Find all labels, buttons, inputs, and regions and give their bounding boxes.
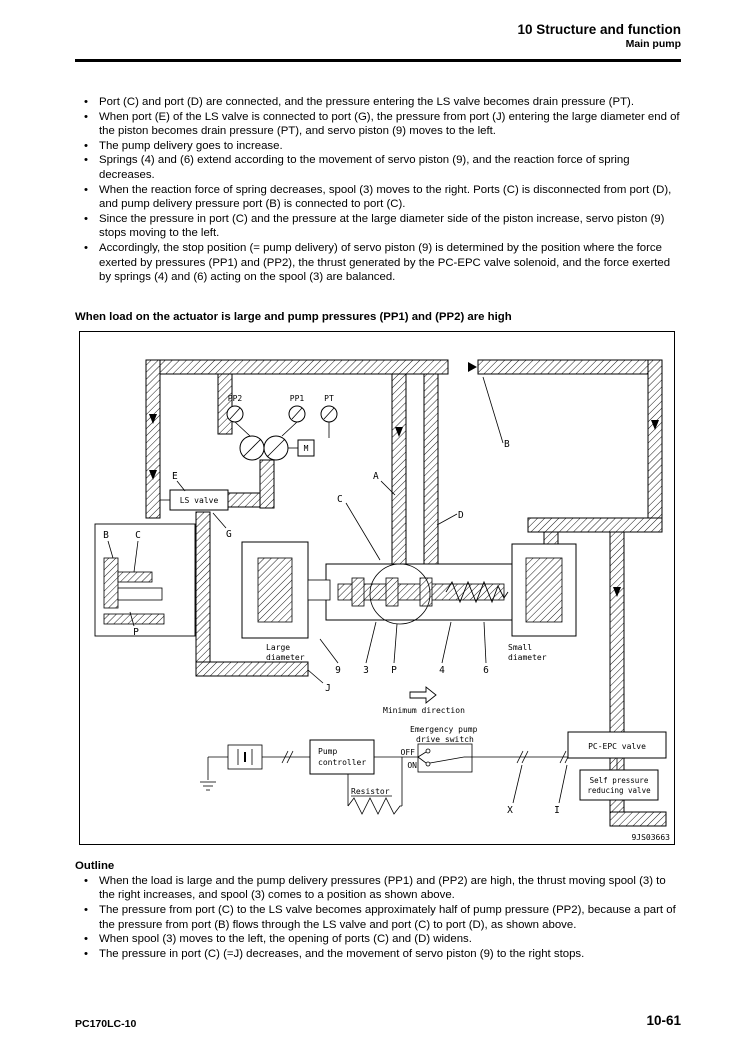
label-callout-4: 4	[439, 664, 445, 676]
bullet-item	[75, 903, 681, 932]
label-port-b: B	[504, 438, 510, 450]
inset-detail-box	[95, 524, 195, 636]
bullet-text: When spool (3) moves to the left, the opening of ports (C) and (D) widens.	[99, 933, 472, 946]
label-minimum-direction: Minimum direction	[383, 705, 465, 715]
bullet-text: Since the pressure in port (C) and the pressure at the large diameter side of the piston increase, servo piston (9) stops moving to the left.	[99, 212, 665, 240]
bullet-text: When the load is large and the pump delivery pressures (PP1) and (PP2) are high, the thrust moving spool (3) to the right increases, and spool (3) comes to a position as shown above.	[99, 874, 666, 902]
label-large-diameter-1: Large	[266, 642, 291, 652]
bullet-marker: •	[84, 241, 88, 254]
label-port-g: G	[226, 528, 232, 540]
bullet-marker: •	[84, 183, 88, 196]
bullet-marker: •	[84, 933, 88, 946]
label-emergency-switch-1: Emergency pump	[410, 724, 478, 734]
label-port-a: A	[373, 470, 379, 482]
emergency-switch-symbol	[418, 744, 472, 772]
label-inset-c: C	[135, 529, 141, 541]
figure-heading: When load on the actuator is large and pump pressures (PP1) and (PP2) are high	[75, 310, 512, 323]
servo-piston-assembly	[242, 542, 576, 638]
bullet-marker: •	[84, 212, 88, 225]
label-pump-controller-2: controller	[318, 757, 367, 767]
bullet-item	[75, 110, 681, 139]
figure-box	[79, 331, 675, 845]
bullet-marker: •	[84, 154, 88, 167]
bullet-item	[75, 139, 681, 154]
page-header	[517, 21, 681, 51]
bullet-text: Accordingly, the stop position (= pump delivery) of servo piston (9) is determined by the position where the force exerted by pressures (PP1) and (PP2), the thrust generated by the PC-EPC valve solenoid, and the force exerted by springs (4) and (6) acting on the spool (3) are balanced.	[99, 241, 671, 284]
label-pc-epc-valve: PC-EPC valve	[588, 741, 646, 751]
top-bullet-list	[75, 95, 681, 285]
battery-symbol	[228, 745, 262, 769]
bullet-text: Springs (4) and (6) extend according to the movement of servo piston (9), and the reaction force of spring decreases.	[99, 154, 630, 181]
label-pp1: PP1	[289, 393, 305, 403]
label-pt: PT	[324, 393, 334, 403]
bullet-item	[75, 947, 681, 962]
label-small-diameter-2: diameter	[508, 652, 547, 662]
label-emergency-switch-2: drive switch	[416, 734, 474, 744]
label-port-d: D	[458, 509, 464, 521]
footer-model: PC170LC-10	[75, 1018, 137, 1030]
self-pressure-valve-box	[580, 770, 658, 800]
bullet-text: When the reaction force of spring decreases, spool (3) moves to the right. Ports (C) is disconnected from port (D), and pump delivery pressure port (B) is connected to port (C).	[99, 183, 672, 211]
label-port-e: E	[172, 470, 178, 482]
direction-arrow-icon	[410, 687, 436, 703]
label-callout-6: 6	[483, 664, 489, 676]
page-content	[75, 95, 681, 961]
outline-heading: Outline	[75, 859, 115, 872]
bullet-marker: •	[84, 874, 88, 887]
gauge-needle-lines	[230, 408, 334, 438]
bullet-item	[75, 212, 681, 241]
header-rule	[75, 59, 681, 62]
bullet-item	[75, 932, 681, 947]
label-self-pressure-1: Self pressure	[589, 775, 649, 785]
pump-controller-box	[310, 740, 374, 774]
label-resistor: Resistor	[351, 786, 390, 796]
bullet-item	[75, 183, 681, 212]
bullet-text: The pump delivery goes to increase.	[99, 139, 283, 152]
bullet-marker: •	[84, 110, 88, 123]
bullet-item	[75, 874, 681, 903]
label-callout-3: 3	[363, 664, 369, 676]
bullet-marker: •	[84, 947, 88, 960]
bullet-item	[75, 241, 681, 285]
label-motor: M	[303, 443, 309, 453]
bullet-text: The pressure from port (C) to the LS valve becomes approximately half of pump pressure (PP2), because a part of the pressure from port (B) flows through the LS valve and port (C) to port (D), as shown above.	[99, 903, 676, 931]
bullet-marker: •	[84, 96, 88, 108]
figure-code: 9JS03663	[631, 832, 670, 842]
label-small-diameter-1: Small	[508, 642, 533, 652]
bullet-marker: •	[84, 139, 88, 152]
label-callout-9: 9	[335, 664, 341, 676]
section-title: Main pump	[625, 38, 681, 50]
label-inset-b: B	[103, 529, 109, 541]
label-inset-p: P	[133, 626, 139, 638]
footer-page-number: 10-61	[646, 1013, 681, 1028]
label-callout-p: P	[391, 664, 397, 676]
bullet-text: The pressure in port (C) (=J) decreases, and the movement of servo piston (9) to the right stops.	[99, 947, 585, 960]
label-x: X	[507, 804, 513, 816]
label-port-c: C	[337, 493, 343, 505]
bullet-text: When port (E) of the LS valve is connected to port (G), the pressure from port (J) entering the large diameter end of the piston becomes drain pressure (PT), and servo piston (9) moves to the left.	[99, 110, 680, 138]
outline-bullet-list	[75, 874, 681, 962]
label-pump-controller-1: Pump	[318, 746, 338, 756]
label-pp2: PP2	[227, 393, 243, 403]
bullet-item	[75, 153, 681, 182]
label-ls-valve: LS valve	[179, 495, 219, 505]
chapter-title: 10 Structure and function	[517, 22, 681, 37]
label-callout-j: J	[325, 682, 331, 694]
label-self-pressure-2: reducing valve	[587, 785, 651, 795]
bullet-marker: •	[84, 903, 88, 916]
label-i: I	[554, 804, 560, 816]
hydraulic-circuit-diagram	[80, 332, 674, 844]
label-on: ON	[407, 760, 417, 770]
bullet-text: Port (C) and port (D) are connected, and the pressure entering the LS valve becomes drain pressure (PT).	[99, 96, 634, 108]
pressure-gauge-icons	[227, 406, 337, 422]
label-large-diameter-2: diameter	[266, 652, 305, 662]
label-off: OFF	[400, 747, 415, 757]
bullet-item	[75, 95, 681, 110]
